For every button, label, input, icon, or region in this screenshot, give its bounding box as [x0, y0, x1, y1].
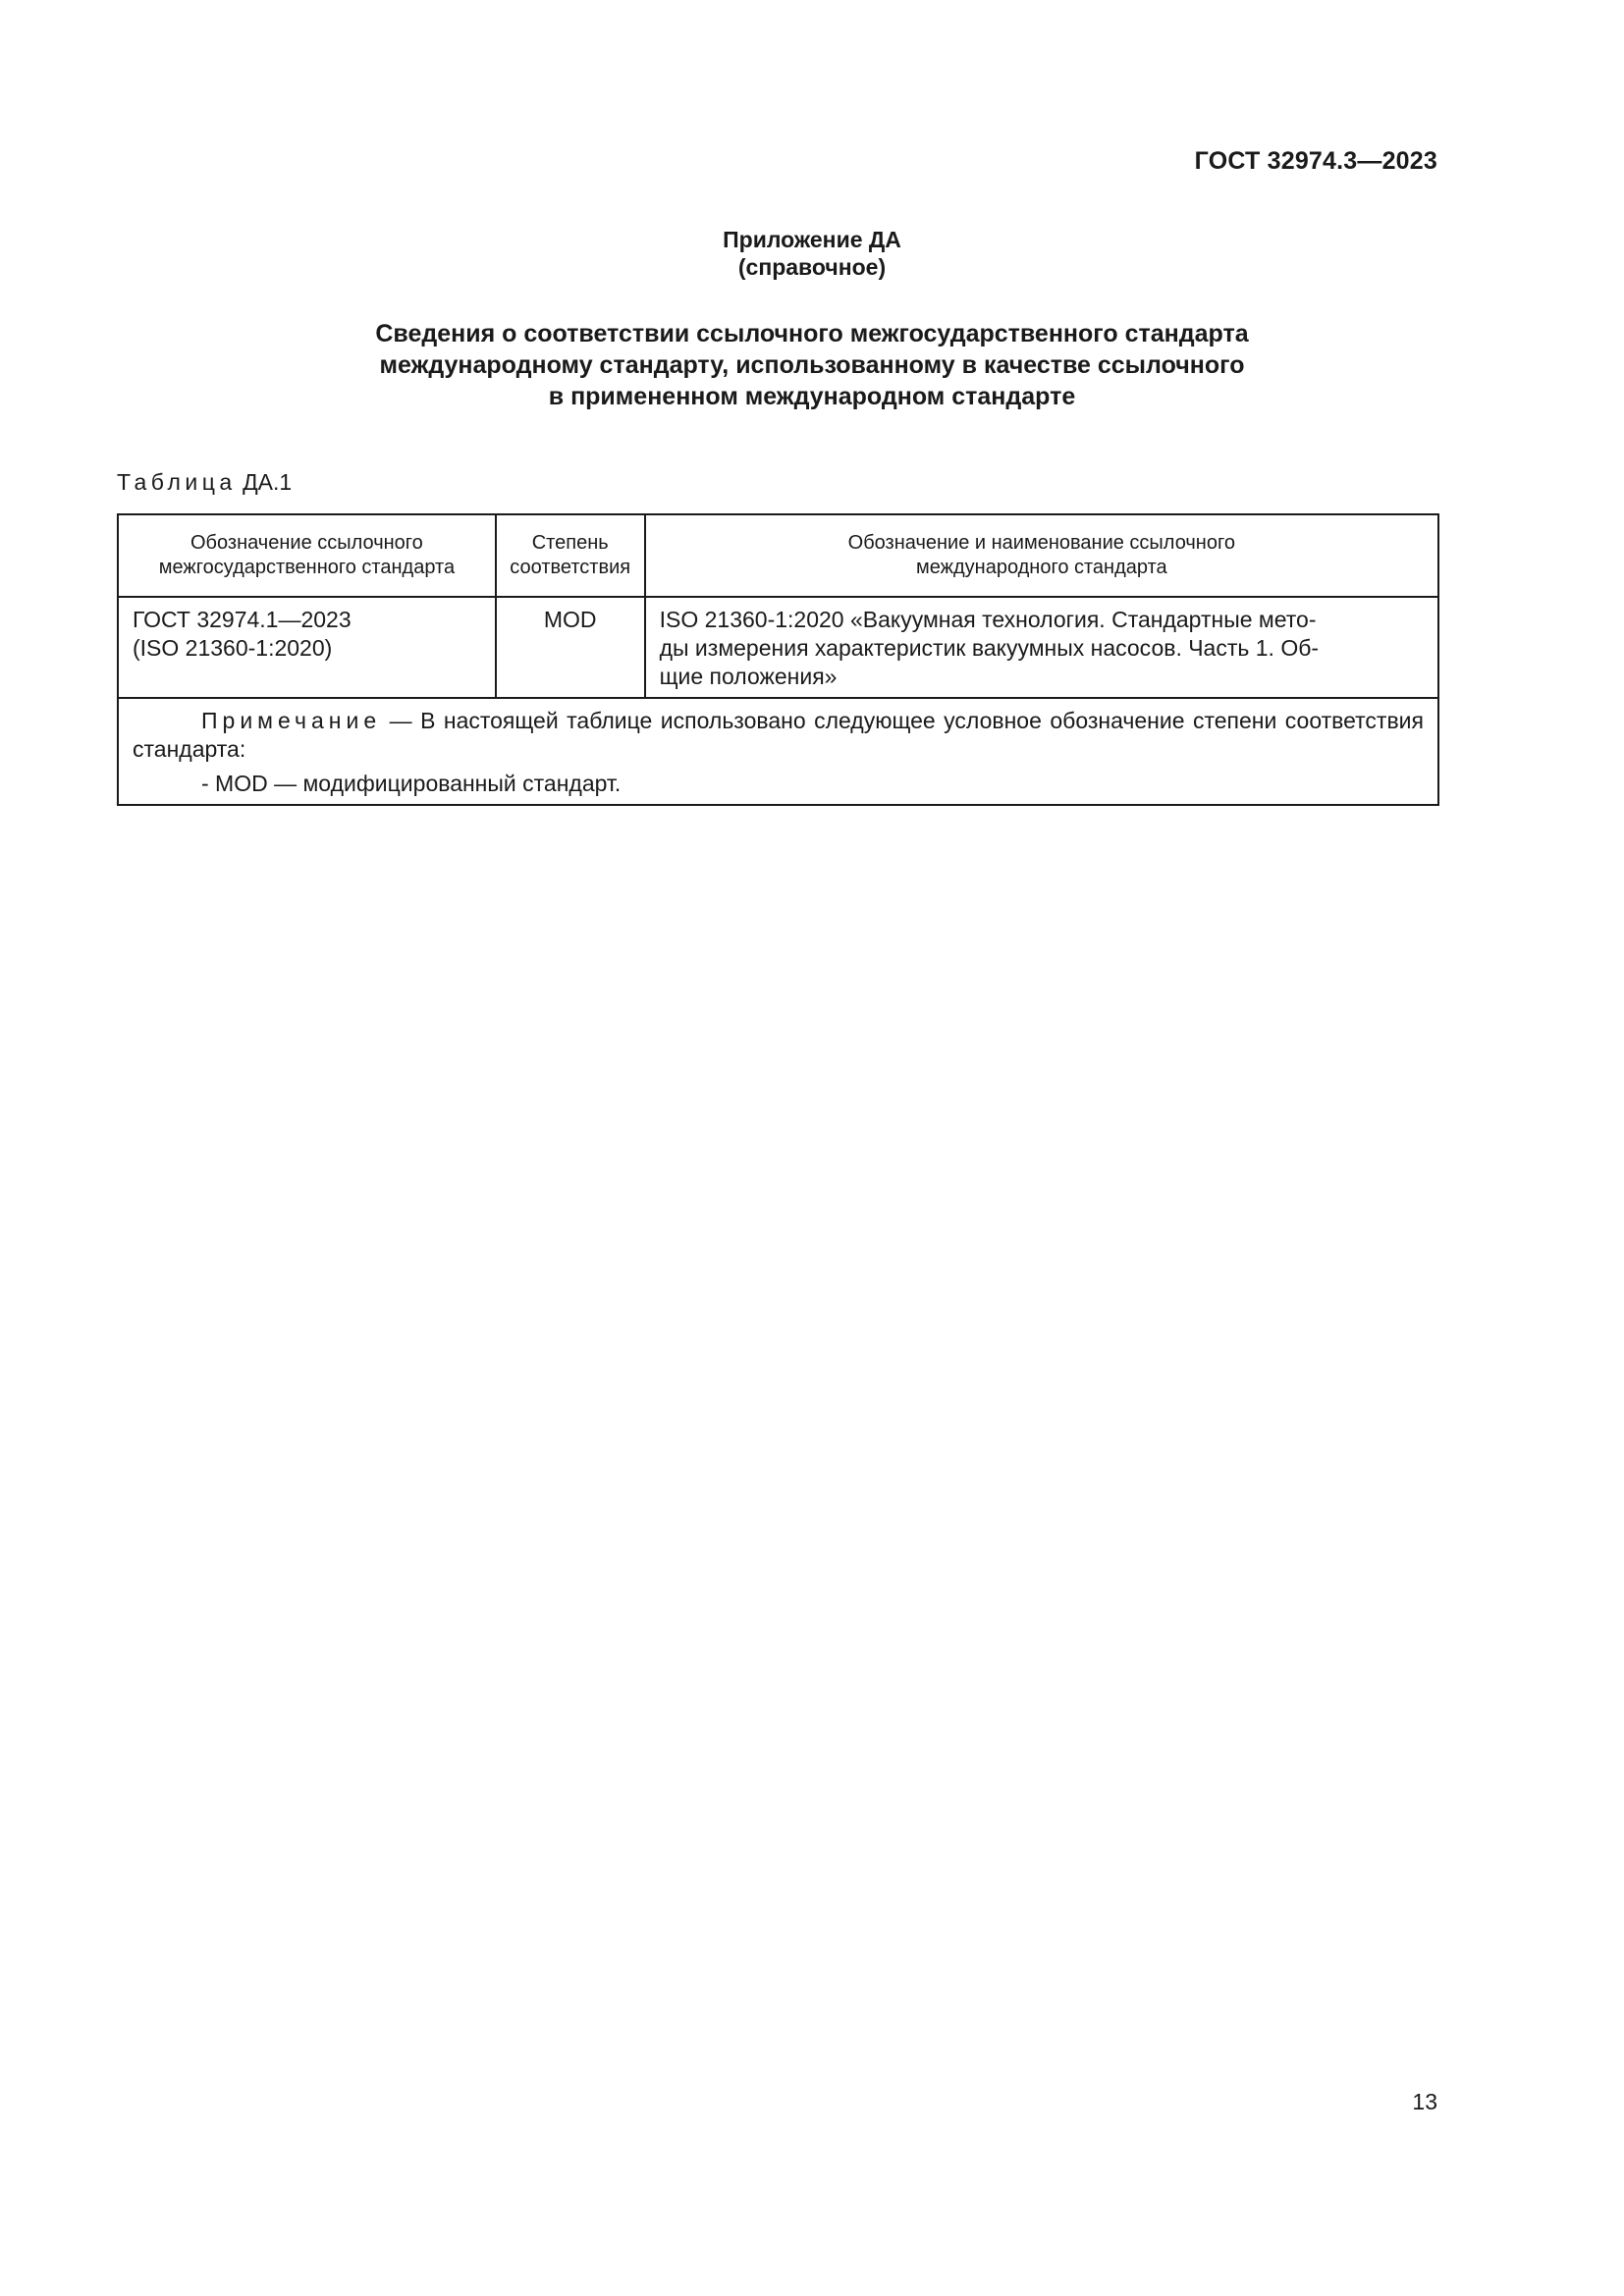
page-number: 13: [1412, 2089, 1437, 2114]
document-code: ГОСТ 32974.3—2023: [1194, 147, 1437, 175]
table-caption: [117, 469, 292, 496]
appendix-title: Приложение ДА: [723, 227, 901, 252]
table-row: [118, 597, 1438, 698]
note-text: — В настоящей таблице использовано следующее условное обозначение степени соответствия стандарта:: [133, 708, 1424, 762]
section-heading: [0, 318, 1624, 412]
appendix-header: [0, 226, 1624, 281]
note-paragraph: [133, 707, 1424, 764]
heading-line: в примененном международном стандарте: [548, 383, 1076, 410]
note-list-item: - MOD — модифицированный стандарт.: [201, 771, 622, 796]
header-degree: Степень соответствия: [496, 514, 645, 597]
cell-international: ISO 21360-1:2020 «Вакуумная технология. Стандартные мето- ды измерения характеристик вакуумных насосов. Часть 1. Об- щие положения»: [645, 597, 1438, 698]
reference-table: [117, 513, 1439, 806]
cell-designation: ГОСТ 32974.1—2023 (ISO 21360-1:2020): [118, 597, 496, 698]
table-header-row: [118, 514, 1438, 597]
heading-line: международному стандарту, использованному в качестве ссылочного: [379, 351, 1245, 379]
table-note-row: [118, 698, 1438, 805]
appendix-subtitle: (справочное): [737, 254, 887, 280]
heading-line: Сведения о соответствии ссылочного межгосударственного стандарта: [375, 320, 1249, 347]
header-international: Обозначение и наименование ссылочного международного стандарта: [645, 514, 1438, 597]
header-designation: Обозначение ссылочного межгосударственного стандарта: [118, 514, 496, 597]
cell-degree: MOD: [496, 597, 645, 698]
table-caption-number: ДА.1: [243, 469, 293, 495]
table-note: [118, 698, 1438, 805]
table-caption-label: Таблица: [117, 469, 237, 495]
note-label: Примечание: [201, 708, 382, 733]
